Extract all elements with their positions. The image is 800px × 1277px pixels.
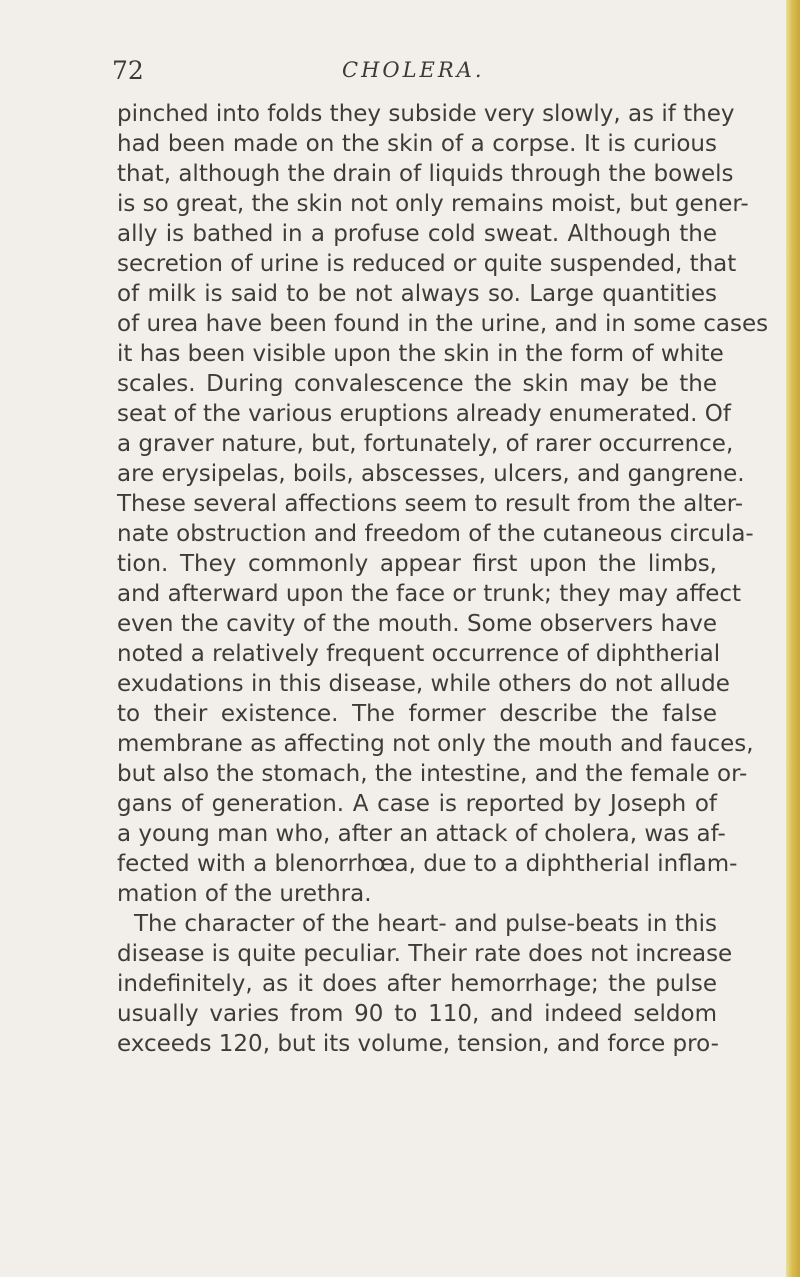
body-text [117,99,769,1059]
text-line: that, although the drain of liquids through the bowels [117,161,734,187]
text-line: had been made on the skin of a corpse. It is curious [117,131,717,157]
text-line: secretion of urine is reduced or quite suspended, that [117,251,737,277]
text-line: and afterward upon the face or trunk; they may affect [117,581,742,607]
text-line: a graver nature, but, fortunately, of rarer occurrence, [117,431,734,457]
text-line: a young man who, after an attack of cholera, was af- [117,821,726,847]
text-line: ally is bathed in a profuse cold sweat. Although the [117,221,717,247]
text-line: mation of the urethra. [117,881,372,907]
text-line: scales. During convalescence the skin may be the [117,371,717,397]
text-line: but also the stomach, the intestine, and the female or- [117,761,748,787]
page-number: 72 [112,56,144,85]
text-line: nate obstruction and freedom of the cutaneous circula- [117,521,754,547]
text-line: usually varies from 90 to 110, and indeed seldom [117,1001,717,1027]
text-line: is so great, the skin not only remains moist, but gener- [117,191,749,217]
text-line: gans of generation. A case is reported by Joseph of [117,791,717,817]
text-line: exudations in this disease, while others do not allude [117,671,730,697]
text-line: even the cavity of the mouth. Some observers have [117,611,717,637]
text-line: noted a relatively frequent occurrence of diphtherial [117,641,721,667]
text-line: fected with a blenorrhœa, due to a diphtherial inflam- [117,851,738,877]
text-line: of urea have been found in the urine, and in some cases [117,311,769,337]
text-line: indefinitely, as it does after hemorrhage; the pulse [117,971,717,997]
text-line: pinched into folds they subside very slowly, as if they [117,101,735,127]
text-line: to their existence. The former describe the false [117,701,717,727]
page-header [0,56,800,96]
text-line: tion. They commonly appear first upon the limbs, [117,551,717,577]
running-head: CHOLERA. [342,58,485,82]
text-line: it has been visible upon the skin in the form of white [117,341,724,367]
text-line: are erysipelas, boils, abscesses, ulcers, and gangrene. [117,461,745,487]
text-line: These several affections seem to result from the alter- [117,491,744,517]
text-line: seat of the various eruptions already enumerated. Of [117,401,731,427]
page-edge [786,0,800,1277]
text-line: membrane as affecting not only the mouth and fauces, [117,731,754,757]
text-line: disease is quite peculiar. Their rate does not increase [117,941,733,967]
text-line: The character of the heart- and pulse-beats in this [134,911,717,937]
text-line: of milk is said to be not always so. Large quantities [117,281,717,307]
text-line: exceeds 120, but its volume, tension, and force pro- [117,1031,719,1057]
